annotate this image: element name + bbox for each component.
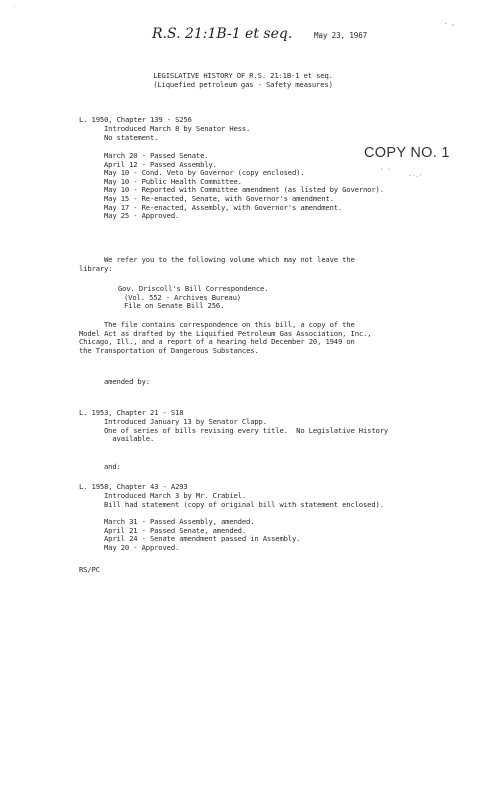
event-line: May 15 - Re-enacted, Senate, with Governor's amendment. [104,193,334,203]
paragraph-line: The file contains correspondence on this bill, a copy of the [104,320,355,329]
event-line: May 10 - Reported with Committee amendment (as listed by Governor). [104,185,384,195]
section-details [104,492,384,509]
event-line: May 10 - Cond. Veto by Governor (copy enclosed). [104,168,305,178]
paragraph-line: Chicago, Ill., and a report of a hearing held December 20, 1949 on [79,337,355,347]
copy-stamp: COPY NO. 1 [364,145,450,161]
refer-line: library: [79,263,113,273]
document-date: May 23, 1967 [314,31,368,40]
volume-reference [118,285,268,311]
file-paragraph [79,321,371,355]
document-subtitle: (Liquefied petroleum gas - Safety measures) [153,80,333,89]
section-events [104,152,384,221]
event-line: May 17 - Re-enacted, Assembly, with Governor's amendment. [104,202,343,212]
section-details [104,418,388,444]
stray-mark: - , [444,20,455,27]
section-heading: L. 1950, Chapter 139 - S256 [79,115,192,124]
stray-mark: -·.· [408,172,423,179]
event-line: April 24 - Senate amendment passed in Assembly. [104,534,301,544]
amended-by-label: amended by: [104,377,150,386]
and-label: and: [104,462,121,471]
detail-line: Introduced March 8 by Senator Hess. [104,124,251,133]
section-heading: L. 1953, Chapter 21 - S18 [79,408,184,417]
event-line: May 20 - Approved. [104,542,180,552]
stray-mark: ˙ [12,6,16,13]
section-events [104,518,300,552]
event-line: April 21 - Passed Senate, amended. [104,525,247,535]
detail-line: Bill had statement (copy of original bill with statement enclosed). [104,499,384,509]
event-line: March 20 - Passed Senate. [104,151,209,160]
event-line: March 31 - Passed Assembly, amended. [104,517,255,526]
detail-line: No statement. [104,132,159,142]
stray-mark: · · [380,166,391,173]
refer-line: We refer you to the following volume which may not leave the [104,255,355,264]
refer-paragraph [79,255,355,273]
event-line: May 10 - Public Health Committee. [104,176,242,186]
volume-line: File on Senate Bill 256. [124,301,225,311]
detail-line: Introduced January 13 by Senator Clapp. [104,417,267,426]
event-line: May 25 - Approved. [104,211,180,221]
volume-line: (Vol. 552 - Archives Bureau) [124,292,241,302]
document-title: LEGISLATIVE HISTORY OF R.S. 21:1B-1 et seq. [153,71,333,80]
paragraph-line: Model Act as drafted by the Liquified Petroleum Gas Association, Inc., [79,328,372,338]
section-heading: L. 1958, Chapter 43 - A293 [79,482,188,491]
section-details [104,125,250,142]
handwritten-reference: R.S. 21:1B-1 et seq. [152,26,293,42]
initials: RS/PC [79,565,100,574]
event-line: April 12 - Passed Assembly. [104,159,217,169]
volume-line: Gov. Driscoll's Bill Correspondence. [118,284,269,293]
detail-line: Introduced March 3 by Mr. Crabiel. [104,491,247,500]
detail-line: available. [104,434,155,444]
detail-line: One of series of bills revising every title. No Legislative History [104,425,389,435]
paragraph-line: the Transportation of Dangerous Substances. [79,345,259,355]
